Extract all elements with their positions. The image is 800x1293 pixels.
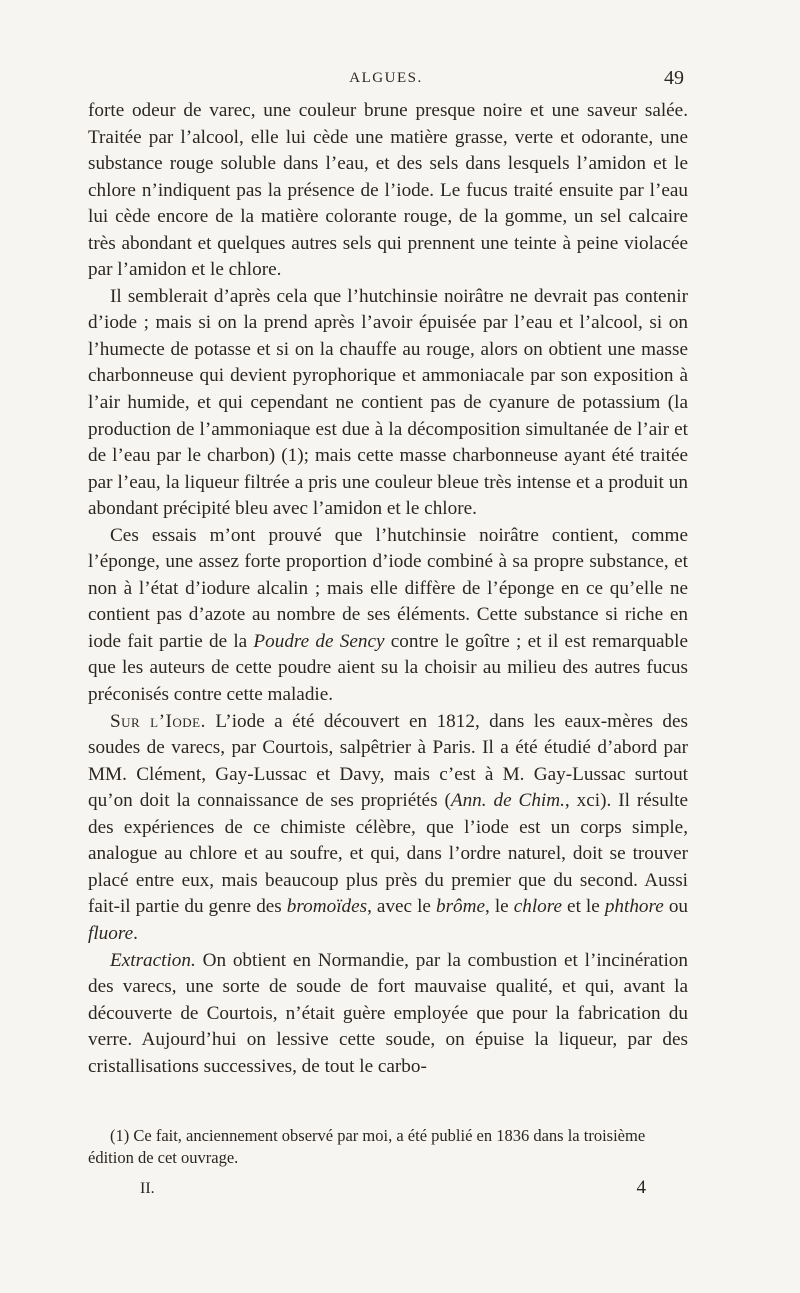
paragraph-text: Ces essais m’ont prouvé que l’hutchinsie noirâtre contient, comme l’éponge, une assez forte proportion d’iode combiné à sa propre substance, et non à l’état d’iodure alcalin ; mais elle diffère de l’éponge en ce qu’elle ne contient pas d’azote au nombre de ses éléments. Cette substance si riche en iode fait partie de la — [88, 524, 688, 652]
italic-term: fluore — [88, 922, 134, 944]
paragraph-continuation: forte odeur de varec, une couleur brune presque noire et une saveur salée. Traitée par l’alcool, elle lui cède une matière grasse, verte et odorante, une substance rouge soluble dans l’eau, et des sels dans lesquels l’amidon et le chlore n’indiquent pas la présence de l’iode. Le fucus traité ensuite par l’eau lui cède encore de la matière colorante rouge, de la gomme, un sel calcaire très abondant et quelques autres sels qui prennent une teinte à peine violacée par l’amidon et le chlore. — [88, 100, 688, 281]
italic-title: Poudre de Sency — [253, 630, 385, 652]
running-title: ALGUES. — [349, 70, 423, 86]
section-heading: Extraction. — [110, 949, 196, 971]
paragraph-text: ou — [663, 896, 689, 918]
paragraph-iode — [88, 709, 688, 948]
paragraph-text: L’iode a été découvert en 1812, dans les eaux-mères des soudes de varecs, par Courtois, salpêtrier à Paris. Il a été étudié d’abord par MM. Clément, Gay-Lussac et Davy, mais c’est à M. Gay-Lussac surtout qu’on doit la connaissance de ses propriétés ( — [88, 710, 688, 812]
citation: Ann. de Chim. — [450, 790, 565, 812]
paragraph-extraction — [88, 948, 688, 1081]
page-header — [88, 67, 684, 96]
paragraph-text: . — [133, 922, 138, 944]
paragraph-text: contre le goître ; et il est remarquable que les auteurs de cette poudre aient su la choisir au milieu des autres fucus préconisés contre cette maladie. — [88, 630, 688, 706]
paragraph-text: On obtient en Normandie, par la combustion et l’incinération des varecs, une sorte de soude de fort mauvaise qualité, et qui, avant la découverte de Courtois, n’était guère employée que pour la fabrication du verre. Aujourd’hui on lessive cette soude, on épuise la liqueur, par des cristallisations successives, de tout le carbo- — [88, 949, 688, 1077]
volume-mark: II. — [140, 1180, 155, 1197]
signature-mark: 4 — [636, 1177, 646, 1198]
paragraph-text: , avec le — [367, 896, 436, 918]
italic-term: phthore — [604, 896, 664, 918]
italic-term: bromoïdes — [286, 896, 368, 918]
italic-term: brôme — [435, 896, 486, 918]
section-heading: Sur l’Iode. — [110, 710, 206, 732]
paragraph-text: , xci). Il résulte des expériences de ce chimiste célèbre, que l’iode est un corps simple, analogue au chlore et au soufre, et qui, dans l’ordre naturel, doit se trouver placé entre eux, mais beaucoup plus près du premier que du second. Aussi fait-il partie du genre des — [88, 790, 688, 918]
page-footer — [88, 1177, 684, 1204]
body-text — [88, 98, 688, 1080]
paragraph-text: et le — [562, 896, 605, 918]
paragraph-essais — [88, 523, 688, 709]
paragraph-hutchinsie: Il semblerait d’après cela que l’hutchinsie noirâtre ne devrait pas contenir d’iode ; mais si on la prend après l’avoir épuisée par l’eau et l’alcool, si on l’humecte de potasse et si on la chauffe au rouge, alors on obtient une masse charbonneuse qui devient pyrophorique et ammoniacale par son exposition à l’air humide, et qui cependant ne contient pas de cyanure de potassium (la production de l’ammoniaque est due à la décomposition simultanée de l’air et de l’eau par le charbon) (1); mais cette masse charbonneuse ayant été traitée par l’eau, la liqueur filtrée a pris une couleur bleue très intense et a produit un abondant précipité bleu avec l’amidon et le chlore. — [88, 285, 688, 520]
page-number: 49 — [664, 67, 684, 89]
footnote-text: (1) Ce fait, anciennement observé par moi, a été publié en 1836 dans la troisième édition de cet ouvrage. — [88, 1126, 646, 1167]
footnote — [88, 1125, 690, 1169]
paragraph-text: , le — [485, 896, 514, 918]
italic-term: chlore — [513, 896, 563, 918]
